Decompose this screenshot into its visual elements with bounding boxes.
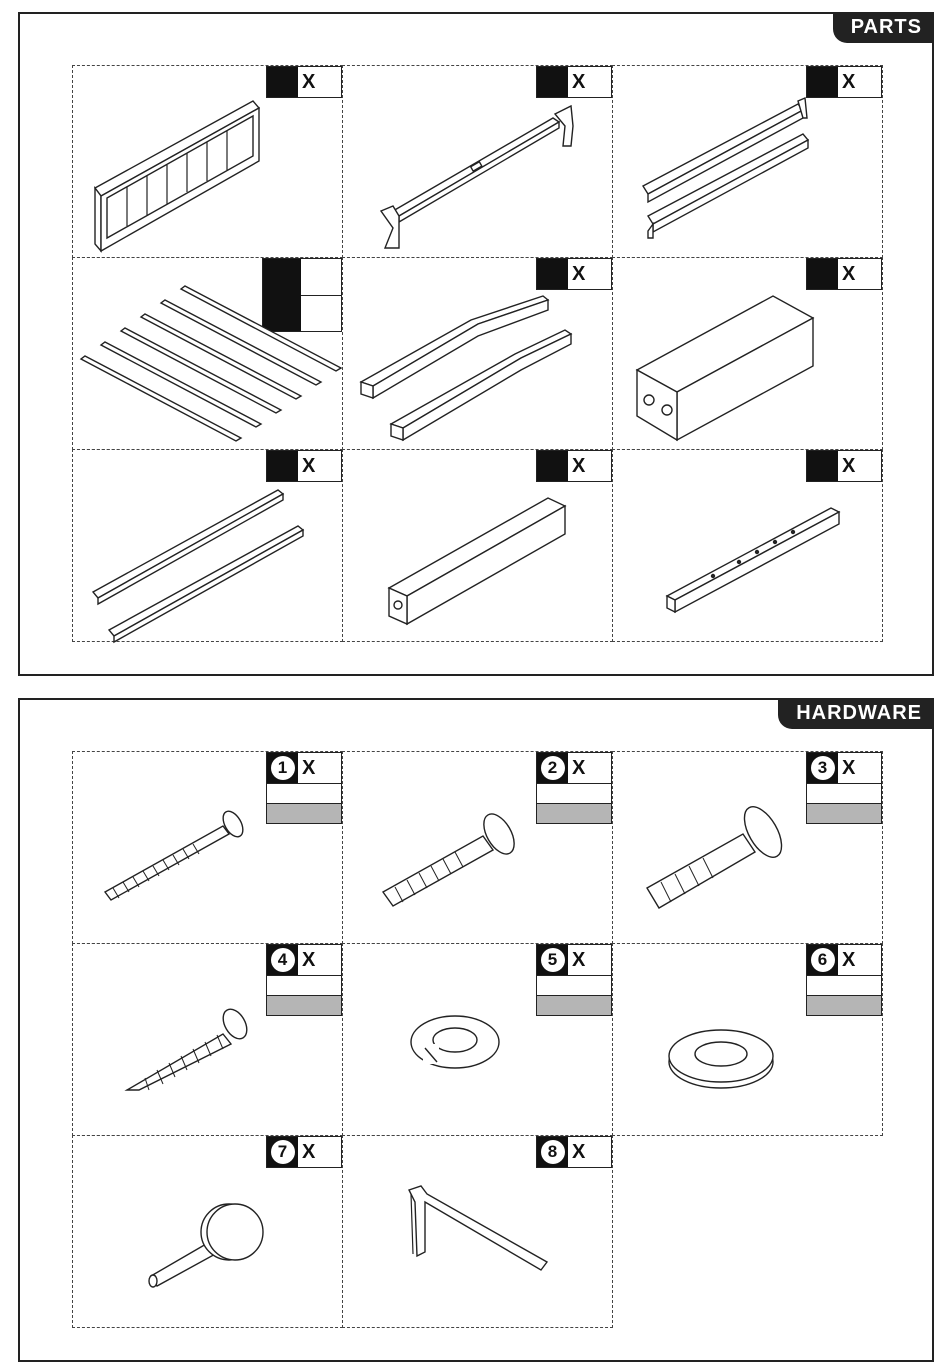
qty-box: 3 X [806, 752, 882, 784]
split-lock-washer-drawing [343, 944, 614, 1137]
hardware-cell-3 [612, 751, 883, 944]
qty-box: X [536, 258, 612, 290]
side-rails-drawing [613, 66, 884, 259]
qty-box: 1 X [266, 752, 342, 784]
qty-box: 5 X [536, 944, 612, 976]
qty-box: 6 X [806, 944, 882, 976]
headboard-panel-drawing [73, 66, 344, 259]
allen-wrench-drawing [343, 1136, 614, 1329]
barrel-nut-drawing [73, 1136, 344, 1329]
qty-box: X [806, 66, 882, 98]
part-cell-8 [342, 449, 613, 642]
slat-support-rails-drawing [73, 450, 344, 643]
qty-box: X [806, 258, 882, 290]
hardware-tab: HARDWARE [778, 698, 934, 729]
part-cell-9 [612, 449, 883, 642]
qty-box: 2 X [536, 752, 612, 784]
hardware-cell-4 [72, 943, 343, 1136]
qty-box: 7 X [266, 1136, 342, 1168]
hardware-cell-2 [342, 751, 613, 944]
medium-bolt-drawing [343, 752, 614, 945]
part-cell-4 [72, 257, 343, 450]
flat-washer-drawing [613, 944, 884, 1137]
part-cell-5 [342, 257, 613, 450]
leg-extensions-drawing [343, 258, 614, 451]
item-number: 2 [541, 756, 565, 780]
center-beam-drawing [343, 450, 614, 643]
long-bolt-drawing [73, 752, 344, 945]
qty-box: 8 X [536, 1136, 612, 1168]
part-cell-3 [612, 65, 883, 258]
hardware-cell-7 [72, 1135, 343, 1328]
hardware-cell-5 [342, 943, 613, 1136]
part-cell-1 [72, 65, 343, 258]
slats-drawing [73, 258, 344, 451]
bolster-block-drawing [613, 258, 884, 451]
drilled-bar-drawing [613, 450, 884, 643]
short-bolt-drawing [613, 752, 884, 945]
qty-box: X [266, 66, 342, 98]
qty-box: X [536, 450, 612, 482]
qty-box: X [266, 450, 342, 482]
footboard-rail-drawing [343, 66, 614, 259]
qty-box: 4 X [266, 944, 342, 976]
qty-box: X [536, 66, 612, 98]
part-cell-6 [612, 257, 883, 450]
part-cell-7 [72, 449, 343, 642]
hardware-cell-8 [342, 1135, 613, 1328]
item-number: 7 [271, 1140, 295, 1164]
hardware-cell-1 [72, 751, 343, 944]
item-number: 6 [811, 948, 835, 972]
qty-box: X [806, 450, 882, 482]
item-number: 3 [811, 756, 835, 780]
item-number: 4 [271, 948, 295, 972]
item-number: 1 [271, 756, 295, 780]
part-cell-2 [342, 65, 613, 258]
hardware-cell-6 [612, 943, 883, 1136]
item-number: 8 [541, 1140, 565, 1164]
parts-tab: PARTS [833, 12, 934, 43]
item-number: 5 [541, 948, 565, 972]
wood-screw-drawing [73, 944, 344, 1137]
